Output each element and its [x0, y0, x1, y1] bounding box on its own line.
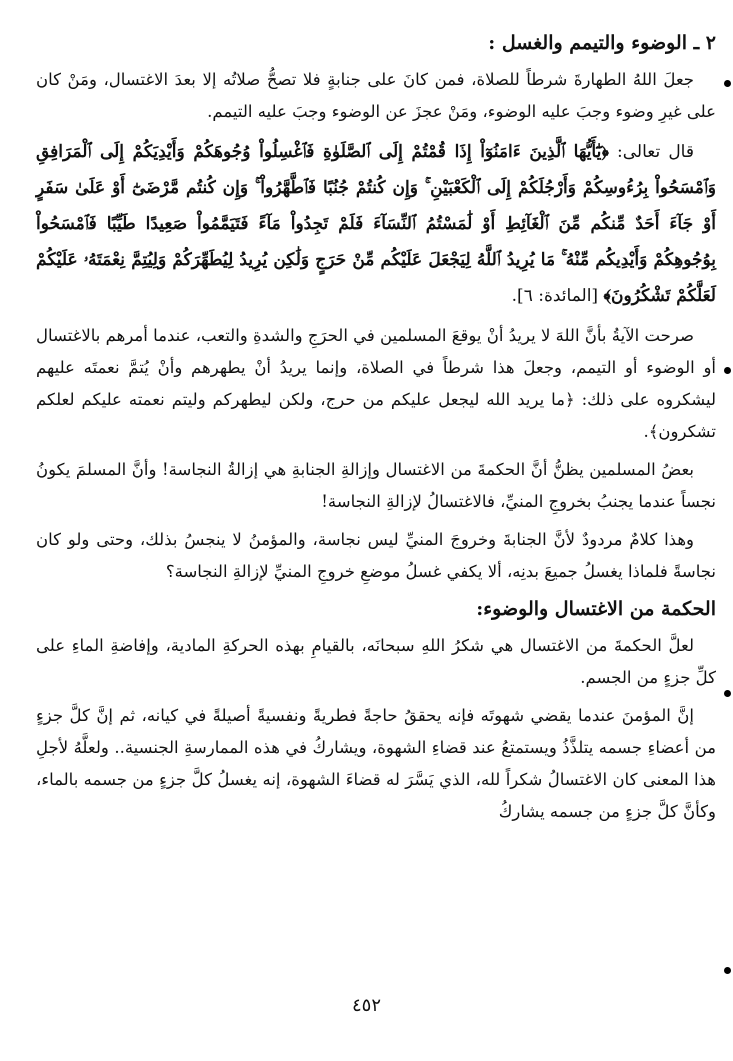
paragraph-gratitude: إنَّ المؤمنَ عندما يقضي شهوتَه فإنه يحققُ حاجةً فطريةً ونفسيةً أصيلةً في كيانه، ثم إنَّ كلَّ جزءٍ من أعضاءِ جسمه يتلذَّذُ ويستمتعُ عند قضاءِ الشهوة، ويشاركُ في هذه الممارسةِ الجنسية.. ولعلَّهُ لأجلِ هذا المعنى كان الاغتسالُ شكراً لله، الذي يَسَّرَ له قضاءَ الشهوة، إنه يغسلُ كلَّ جزءٍ من جسمه بالماء، وكأنَّ كلَّ جزءٍ من جسمه يشاركُ	[36, 706, 716, 821]
paragraph-verse-explanation: صرحت الآيةُ بأنَّ اللهَ لا يريدُ أنْ يوقعَ المسلمين في الحرَجِ والشدةِ والتعب، عندما أمرهم بالاغتسال أو الوضوء أو التيمم، وجعلَ هذا شرطاً في الصلاة، وإنما يريدُ أنْ يطهرهم وأنْ يُتمَّ نعمتَه عليهم ليشكروه على ذلك: ﴿ما يريد الله ليجعل عليكم من حرج، ولكن ليطهركم وليتم نعمته عليكم لعلكم تشكرون﴾.	[36, 326, 716, 441]
page-number: ٤٥٢	[351, 995, 381, 1016]
margin-mark	[724, 367, 731, 374]
margin-mark	[724, 967, 731, 974]
paragraph-wisdom: لعلَّ الحكمةَ من الاغتسال هي شكرُ اللهِ سبحانَه، بالقيامِ بهذه الحركةِ المادية، وإفاضةِ الماءِ على كلِّ جزءٍ من الجسم.	[36, 636, 716, 687]
quran-reference: [المائدة: ٦].	[511, 286, 604, 306]
section-heading: ٢ ـ الوضوء والتيمم والغسل :	[488, 32, 716, 54]
paragraph-purification: جعلَ اللهُ الطهارةَ شرطاً للصلاة، فمن كانَ على جنابةٍ فلا تصحُّ صلاتُه إلا بعدَ الاغتسال، ومَنْ كان على غيرِ وضوء وجبَ عليه الوضوء، ومَنْ عجزَ عن الوضوء وجبَ عليه التيمم.	[36, 70, 716, 121]
margin-mark	[724, 690, 731, 697]
paragraph-rebuttal: وهذا كلامٌ مردودٌ لأنَّ الجنابةَ وخروجَ المنيِّ ليس نجاسة، والمؤمنُ لا ينجسُ بذلك، وحتى ولو كان نجاسةً فلماذا يغسلُ جميعَ بدنِه، ألا يكفي غسلُ موضعِ خروجِ المنيِّ لإزالةِ النجاسة؟	[36, 530, 716, 581]
quran-verse: ﴿يَٰٓأَيُّهَا ٱلَّذِينَ ءَامَنُوٓاْ إِذَا قُمْتُمْ إِلَى ٱلصَّلَوٰةِ فَٱغْسِلُواْ وُجُوهَكُمْ وَأَيْدِيَكُمْ إِلَى ٱلْمَرَافِقِ وَٱمْسَحُواْ بِرُءُوسِكُمْ وَأَرْجُلَكُمْ إِلَى ٱلْكَعْبَيْنِ ۚ وَإِن كُنتُمْ جُنُبًا فَٱطَّهَّرُواْ ۚ وَإِن كُنتُم مَّرْضَىٰٓ أَوْ عَلَىٰ سَفَرٍ أَوْ جَآءَ أَحَدٌ مِّنكُم مِّنَ ٱلْغَآئِطِ أَوْ لَٰمَسْتُمُ ٱلنِّسَآءَ فَلَمْ تَجِدُواْ مَآءً فَتَيَمَّمُواْ صَعِيدًا طَيِّبًا فَٱمْسَحُواْ بِوُجُوهِكُمْ وَأَيْدِيكُم مِّنْهُ ۚ مَا يُرِيدُ ٱللَّهُ لِيَجْعَلَ عَلَيْكُم مِّنْ حَرَجٍ وَلَٰكِن يُرِيدُ لِيُطَهِّرَكُمْ وَلِيُتِمَّ نِعْمَتَهُۥ عَلَيْكُمْ لَعَلَّكُمْ تَشْكُرُونَ﴾	[36, 142, 716, 306]
quran-intro: قال تعالى:	[608, 142, 694, 162]
page-content	[36, 28, 716, 834]
quran-quote	[36, 134, 716, 314]
paragraph-misconception: بعضُ المسلمين يظنُّ أنَّ الحكمةَ من الاغتسال وإزالةِ الجنابةِ هي إزالةُ النجاسة! وأنَّ المسلمَ يكونُ نجساً عندما يجنبُ بخروجِ المنيِّ، فالاغتسالُ لإزالةِ النجاسة!	[36, 460, 716, 511]
margin-mark	[724, 80, 731, 87]
subheading-wisdom: الحكمة من الاغتسال والوضوء:	[476, 598, 716, 620]
